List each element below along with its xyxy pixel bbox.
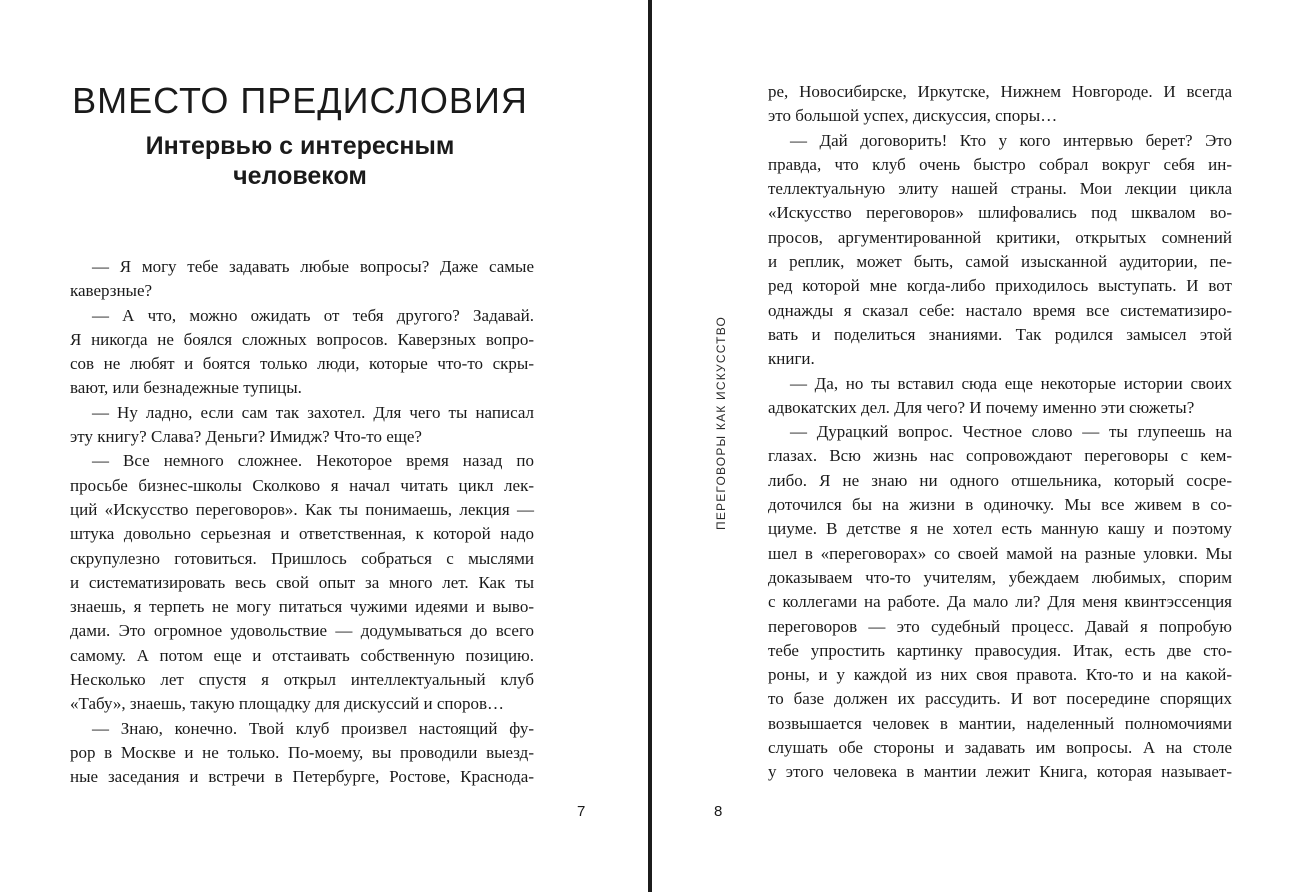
- text-line: скрупулезно готовиться. Пришлось собраться с мыслями: [70, 548, 534, 568]
- chapter-title: ВМЕСТО ПРЕДИСЛОВИЯ: [72, 80, 528, 121]
- text-line: вают, или безнадежные тупицы.: [70, 378, 302, 398]
- text-line: это большой успех, дискуссия, споры…: [768, 106, 1058, 126]
- chapter-subtitle-line: человеком: [233, 162, 367, 190]
- text-line: Я никогда не боялся сложных вопросов. Каверзных вопро-: [70, 329, 534, 349]
- running-head: ПЕРЕГОВОРЫ КАК ИСКУССТВО: [714, 315, 728, 530]
- text-line: ные заседания и встречи в Петербурге, Ростове, Краснода-: [70, 767, 534, 787]
- text-line: то базе должен их рассудить. И вот посередине спорящих: [768, 689, 1232, 709]
- text-line: правда, что клуб очень быстро собрал вокруг себя ин-: [768, 154, 1232, 174]
- text-line: рор в Москве и не только. По-моему, вы проводили выезд-: [70, 742, 534, 762]
- left-page: [0, 0, 648, 892]
- text-line: у этого человека в мантии лежит Книга, которая называет-: [768, 762, 1232, 782]
- text-line: слушать обе стороны и задавать им вопросы. А на столе: [768, 738, 1232, 758]
- text-line: возвышается человек в мантии, наделенный полномочиями: [768, 713, 1232, 733]
- text-line: самому. А потом еще и отстаивать собственную позицию.: [70, 645, 534, 665]
- text-line: — Дурацкий вопрос. Честное слово — ты глупеешь на: [790, 422, 1232, 442]
- text-line: доказываем что-то учителям, убеждаем любимых, спорим: [768, 567, 1232, 587]
- text-line: — Знаю, конечно. Твой клуб произвел настоящий фу-: [92, 718, 534, 738]
- text-line: роны, и у каждой из них своя правота. Кто-то и на какой-: [768, 665, 1232, 685]
- text-line: тебе упростить картинку правосудия. Итак, есть две сто-: [768, 640, 1232, 660]
- text-line: ре, Новосибирске, Иркутске, Нижнем Новгороде. И всегда: [768, 82, 1232, 101]
- text-line: — Дай договорить! Кто у кого интервью берет? Это: [790, 130, 1232, 150]
- text-line: штука довольно серьезная и ответственная, к которой надо: [70, 524, 534, 544]
- page-number-left: 7: [577, 803, 586, 820]
- text-line: однажды я сказал себе: настало время все систематизиро-: [768, 300, 1232, 320]
- page-number-right: 8: [714, 803, 723, 820]
- text-line: «Табу», знаешь, такую площадку для дискуссий и споров…: [70, 694, 505, 714]
- text-line: знаешь, я терпеть не могу питаться чужими идеями и выво-: [70, 597, 534, 617]
- text-line: — Ну ладно, если сам так захотел. Для чего ты написал: [92, 402, 534, 422]
- left-body-text: [70, 255, 534, 790]
- text-line: переговоров — это судебный процесс. Давай я попробую: [768, 616, 1232, 636]
- text-line: — Да, но ты вставил сюда еще некоторые истории своих: [790, 373, 1232, 393]
- text-line: шел в «переговорах» со своей мамой на разные уловки. Мы: [768, 543, 1232, 563]
- right-page: [654, 0, 1302, 892]
- text-line: и систематизировать весь свой опыт за много лет. Как ты: [70, 572, 534, 592]
- text-line: циуме. В детстве я не хотел есть манную кашу и поэтому: [768, 519, 1232, 539]
- text-line: каверзные?: [70, 281, 153, 301]
- text-line: Несколько лет спустя я открыл интеллектуальный клуб: [70, 670, 534, 690]
- text-line: «Искусство переговоров» шлифовались под шквалом во-: [768, 203, 1232, 223]
- chapter-subtitle-line: Интервью с интересным: [145, 132, 455, 160]
- text-line: вать и поделиться знаниями. Так родился замысел этой: [768, 324, 1232, 344]
- text-line: сов не любят и боятся только люди, которые что-то скры-: [70, 354, 534, 374]
- text-line: дами. Это огромное удовольствие — додумываться до всего: [70, 621, 534, 641]
- text-line: — Я могу тебе задавать любые вопросы? Даже самые: [92, 257, 534, 276]
- text-line: книги.: [768, 349, 815, 369]
- text-line: доточился бы на жизни в одиночку. Мы все живем в со-: [768, 495, 1232, 515]
- right-body-text: [768, 80, 1232, 785]
- text-line: ций «Искусство переговоров». Как ты понимаешь, лекция —: [70, 499, 534, 519]
- book-spine-divider: [648, 0, 652, 892]
- text-line: — А что, можно ожидать от тебя другого? Задавай.: [92, 305, 534, 325]
- chapter-subtitle: [110, 131, 490, 191]
- text-line: ред которой мне когда-либо приходилось выступать. И вот: [768, 276, 1232, 296]
- text-line: просьбе бизнес-школы Сколково я начал читать цикл лек-: [70, 475, 534, 495]
- text-line: глазах. Всю жизнь нас сопровождают переговоры с кем-: [768, 446, 1232, 466]
- text-line: — Все немного сложнее. Некоторое время назад по: [92, 451, 534, 471]
- text-line: либо. Я не знаю ни одного отшельника, который сосре-: [768, 470, 1232, 490]
- text-line: просов, аргументированной критики, открытых сомнений: [768, 227, 1232, 247]
- text-line: с коллегами на работе. Да мало ли? Для меня квинтэссенция: [768, 592, 1232, 612]
- text-line: адвокатских дел. Для чего? И почему именно эти сюжеты?: [768, 397, 1195, 417]
- text-line: и реплик, может быть, самой изысканной аудитории, пе-: [768, 252, 1232, 272]
- text-line: теллектуальную элиту нашей страны. Мои лекции цикла: [768, 179, 1232, 199]
- text-line: эту книгу? Слава? Деньги? Имидж? Что-то еще?: [70, 427, 422, 447]
